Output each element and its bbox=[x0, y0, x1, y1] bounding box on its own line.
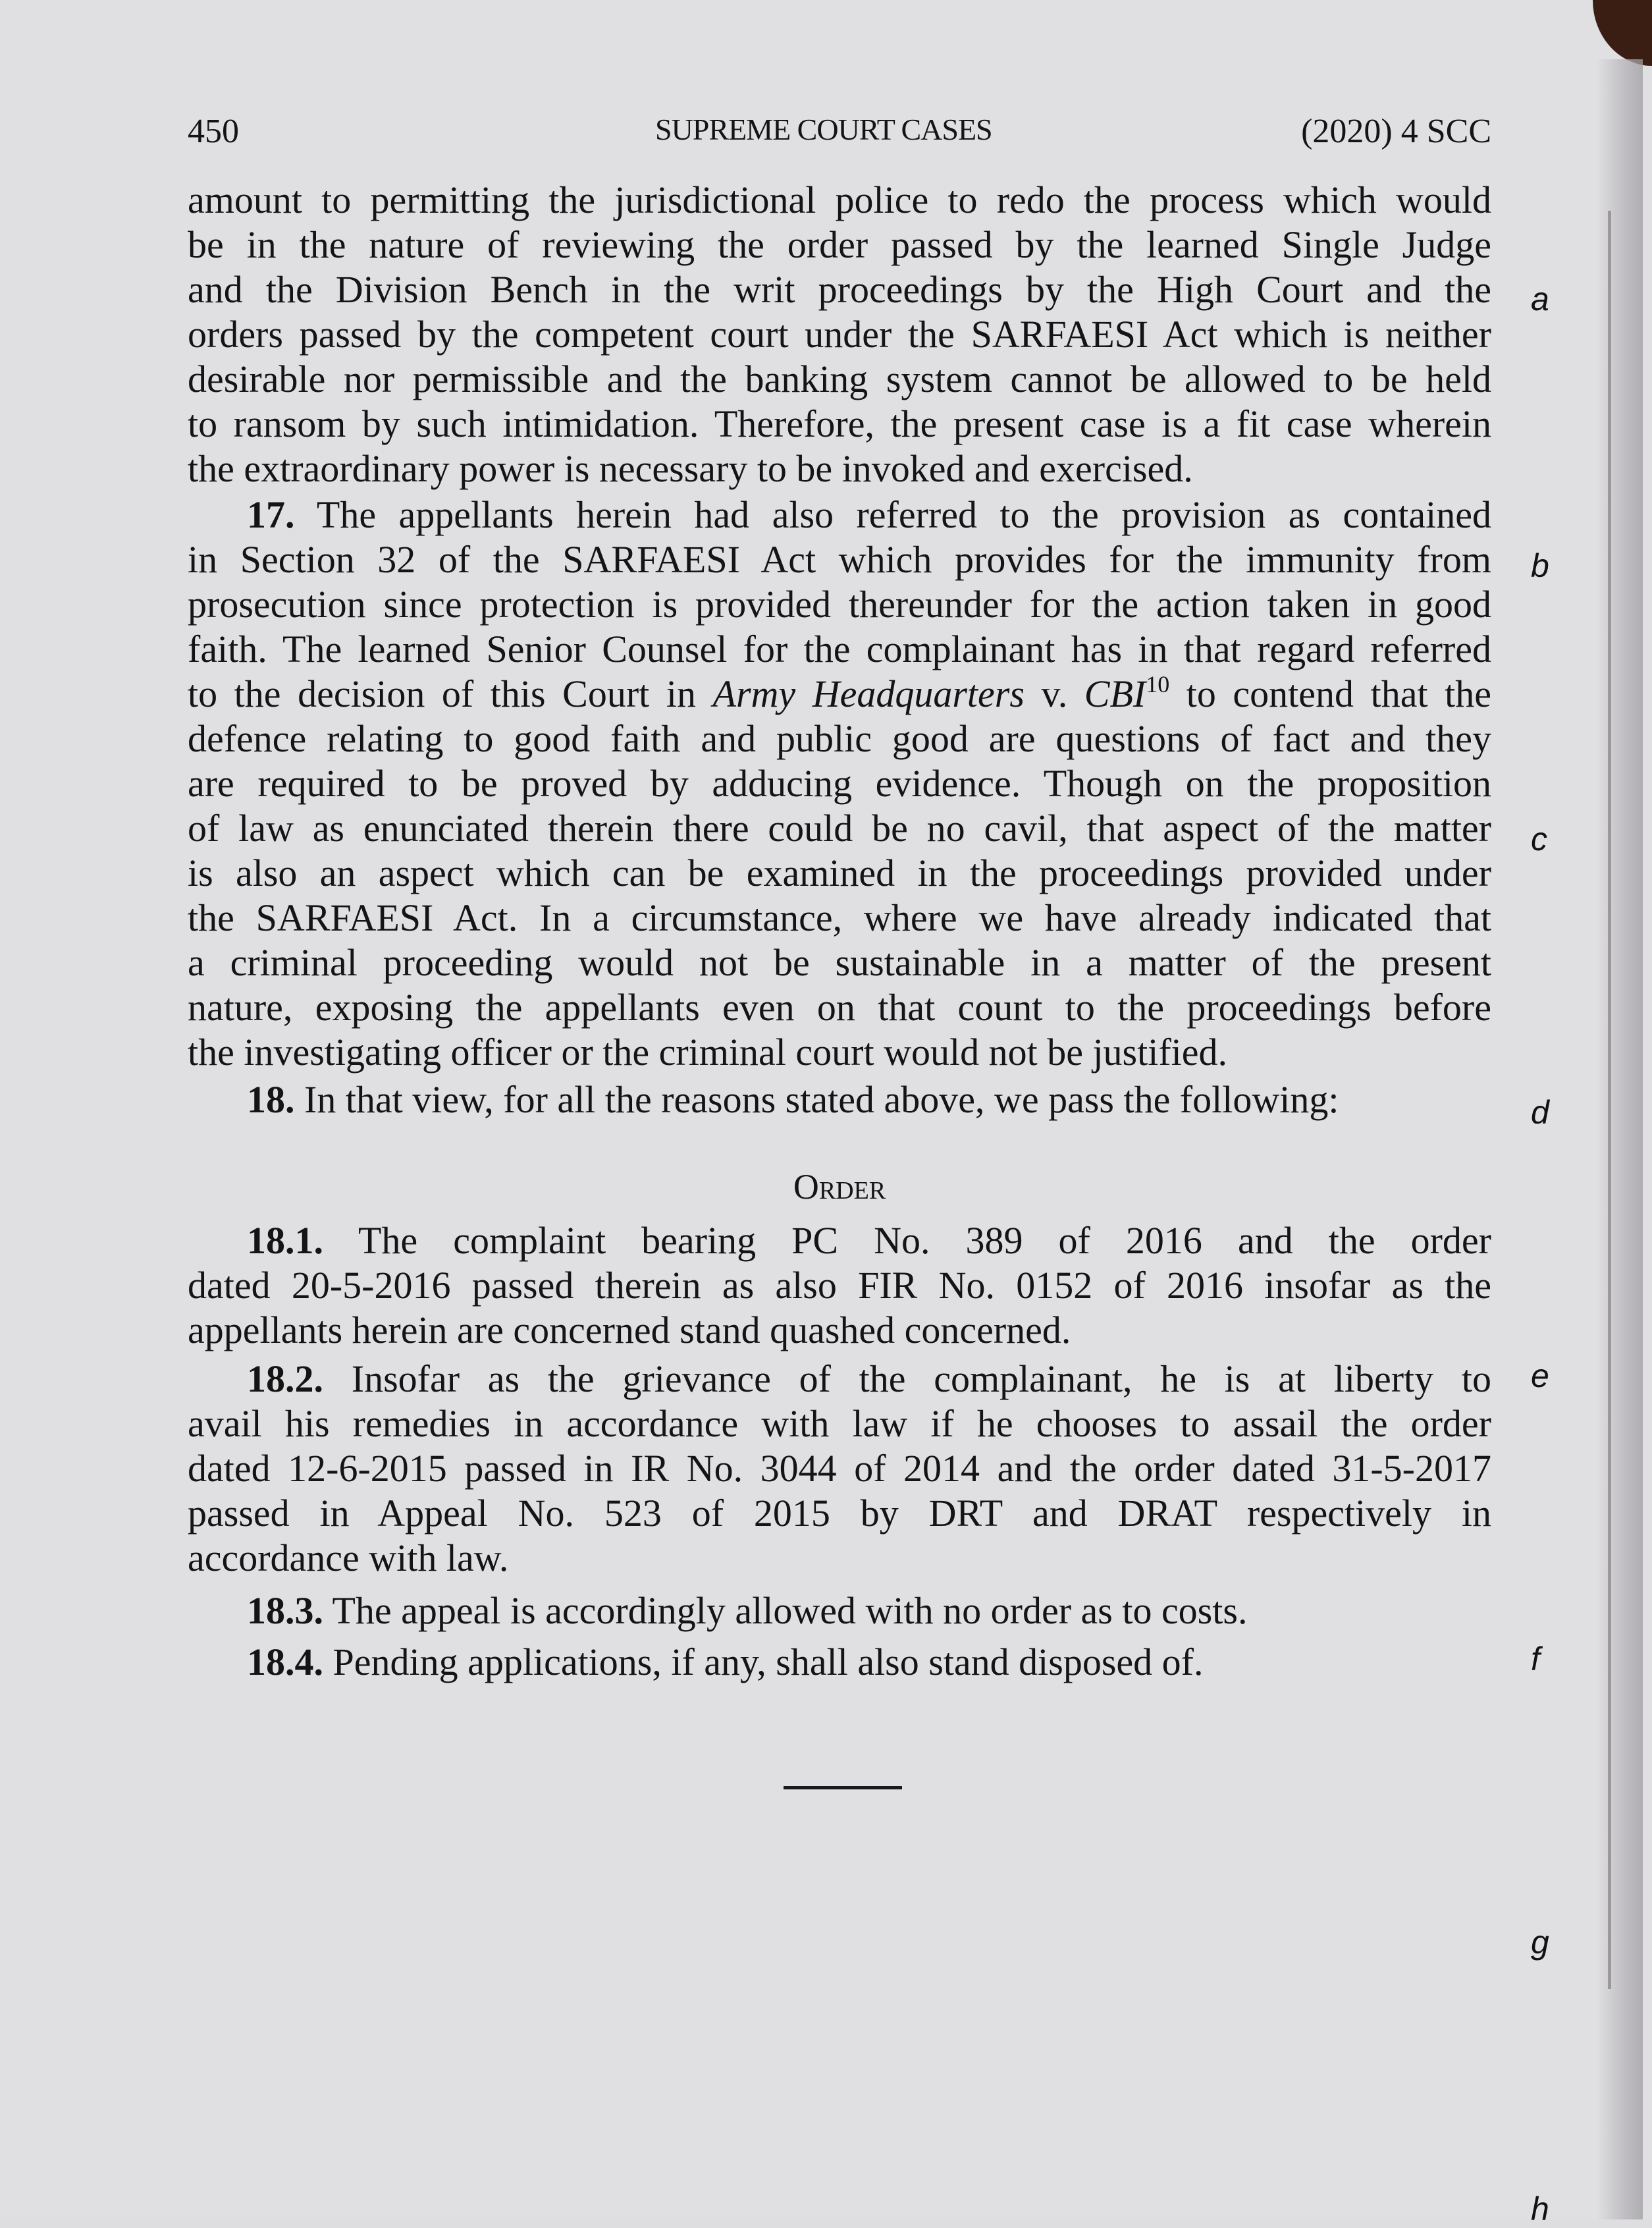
para-17-line: is also an aspect which can be examined in the proceedings provided under bbox=[188, 852, 1491, 894]
page-number: 450 bbox=[188, 113, 239, 150]
body-line: orders passed by the competent court under the SARFAESI Act which is neither bbox=[188, 313, 1491, 356]
citation: (2020) 4 SCC bbox=[1301, 113, 1491, 150]
margin-letter-a: a bbox=[1531, 281, 1549, 317]
body-line: the extraordinary power is necessary to be invoked and exercised. bbox=[188, 447, 1193, 490]
para-number: 18.3. bbox=[247, 1589, 323, 1632]
para-18-2-line: 18.2. Insofar as the grievance of the complainant, he is at liberty to bbox=[247, 1357, 1491, 1400]
para-17-line: 17. The appellants herein had also referred to the provision as contained bbox=[247, 493, 1491, 536]
margin-letter-b: b bbox=[1531, 547, 1549, 584]
para-18-3-line: 18.3. The appeal is accordingly allowed with no order as to costs. bbox=[247, 1589, 1248, 1632]
act-name: SARFAESI bbox=[971, 313, 1149, 356]
margin-letter-c: c bbox=[1531, 821, 1547, 857]
running-header bbox=[188, 112, 1491, 158]
para-17-line: to the decision of this Court in Army Headquarters v. CBI$^{10}$ to contend that the bbox=[188, 671, 1491, 715]
para-17-line: the investigating officer or the criminal court would not be justified. bbox=[188, 1031, 1228, 1073]
body-line: and the Division Bench in the writ proceedings by the High Court and the bbox=[188, 268, 1491, 311]
para-17-line: are required to be proved by adducing evidence. Though on the proposition bbox=[188, 762, 1491, 805]
para-number: 18.4. bbox=[247, 1641, 323, 1683]
margin-letter-f: f bbox=[1531, 1641, 1540, 1677]
para-number: 17. bbox=[247, 493, 295, 536]
para-17-line: of law as enunciated therein there could be no cavil, that aspect of the matter bbox=[188, 807, 1491, 850]
running-title: SUPREME COURT CASES bbox=[655, 113, 992, 146]
para-18-1-line: appellants herein are concerned stand quashed concerned. bbox=[188, 1309, 1071, 1351]
footnote-ref[interactable]: 10 bbox=[1146, 671, 1170, 697]
para-18-1-line: dated 20-5-2016 passed therein as also FIR No. 0152 of 2016 insofar as the bbox=[188, 1264, 1491, 1307]
para-17-line: nature, exposing the appellants even on that count to the proceedings before bbox=[188, 986, 1491, 1029]
body-line: be in the nature of reviewing the order passed by the learned Single Judge bbox=[188, 223, 1491, 266]
para-18-4-line: 18.4. Pending applications, if any, shall also stand disposed of. bbox=[247, 1641, 1204, 1683]
case-name: CBI bbox=[1084, 672, 1146, 715]
case-name: Army Headquarters bbox=[712, 672, 1025, 715]
para-17-line: in Section 32 of the SARFAESI Act which provides for the immunity from bbox=[188, 538, 1491, 581]
para-18-2-line: dated 12-6-2015 passed in IR No. 3044 of 2014 and the order dated 31-5-2017 bbox=[188, 1447, 1491, 1490]
para-17-line: defence relating to good faith and public good are questions of fact and they bbox=[188, 717, 1491, 760]
para-17-line: the SARFAESI Act. In a circumstance, where we have already indicated that bbox=[188, 896, 1491, 939]
margin-letter-e: e bbox=[1531, 1357, 1549, 1394]
body-line: desirable nor permissible and the banking system cannot be allowed to be held bbox=[188, 358, 1491, 400]
para-18-2-line: avail his remedies in accordance with law if he chooses to assail the order bbox=[188, 1402, 1491, 1445]
para-18-line: 18. In that view, for all the reasons stated above, we pass the following: bbox=[247, 1078, 1339, 1121]
margin-letter-d: d bbox=[1531, 1094, 1549, 1131]
page-binding-edge bbox=[1608, 211, 1611, 1989]
page-binding-shadow bbox=[1597, 59, 1643, 2219]
end-of-judgment-rule bbox=[784, 1786, 902, 1789]
body-line: amount to permitting the jurisdictional police to redo the process which would bbox=[188, 178, 1491, 221]
margin-letter-h: h bbox=[1531, 2190, 1549, 2227]
para-17-line: prosecution since protection is provided thereunder for the action taken in good bbox=[188, 583, 1491, 626]
para-17-line: a criminal proceeding would not be sustainable in a matter of the present bbox=[188, 941, 1491, 984]
para-18-2-line: passed in Appeal No. 523 of 2015 by DRT and DRAT respectively in bbox=[188, 1492, 1491, 1535]
act-name: SARFAESI bbox=[255, 896, 434, 939]
para-17-line: faith. The learned Senior Counsel for the complainant has in that regard referred bbox=[188, 628, 1491, 670]
act-name: SARFAESI bbox=[562, 538, 740, 581]
para-18-1-line: 18.1. The complaint bearing PC No. 389 of 2016 and the order bbox=[247, 1219, 1491, 1262]
order-heading: Order bbox=[793, 1167, 886, 1207]
para-number: 18.1. bbox=[247, 1219, 323, 1262]
para-18-2-line: accordance with law. bbox=[188, 1536, 509, 1579]
para-number: 18. bbox=[247, 1078, 295, 1121]
body-line: to ransom by such intimidation. Therefore, the present case is a fit case wherein bbox=[188, 402, 1491, 445]
margin-letter-g: g bbox=[1531, 1924, 1549, 1961]
para-number: 18.2. bbox=[247, 1357, 323, 1400]
